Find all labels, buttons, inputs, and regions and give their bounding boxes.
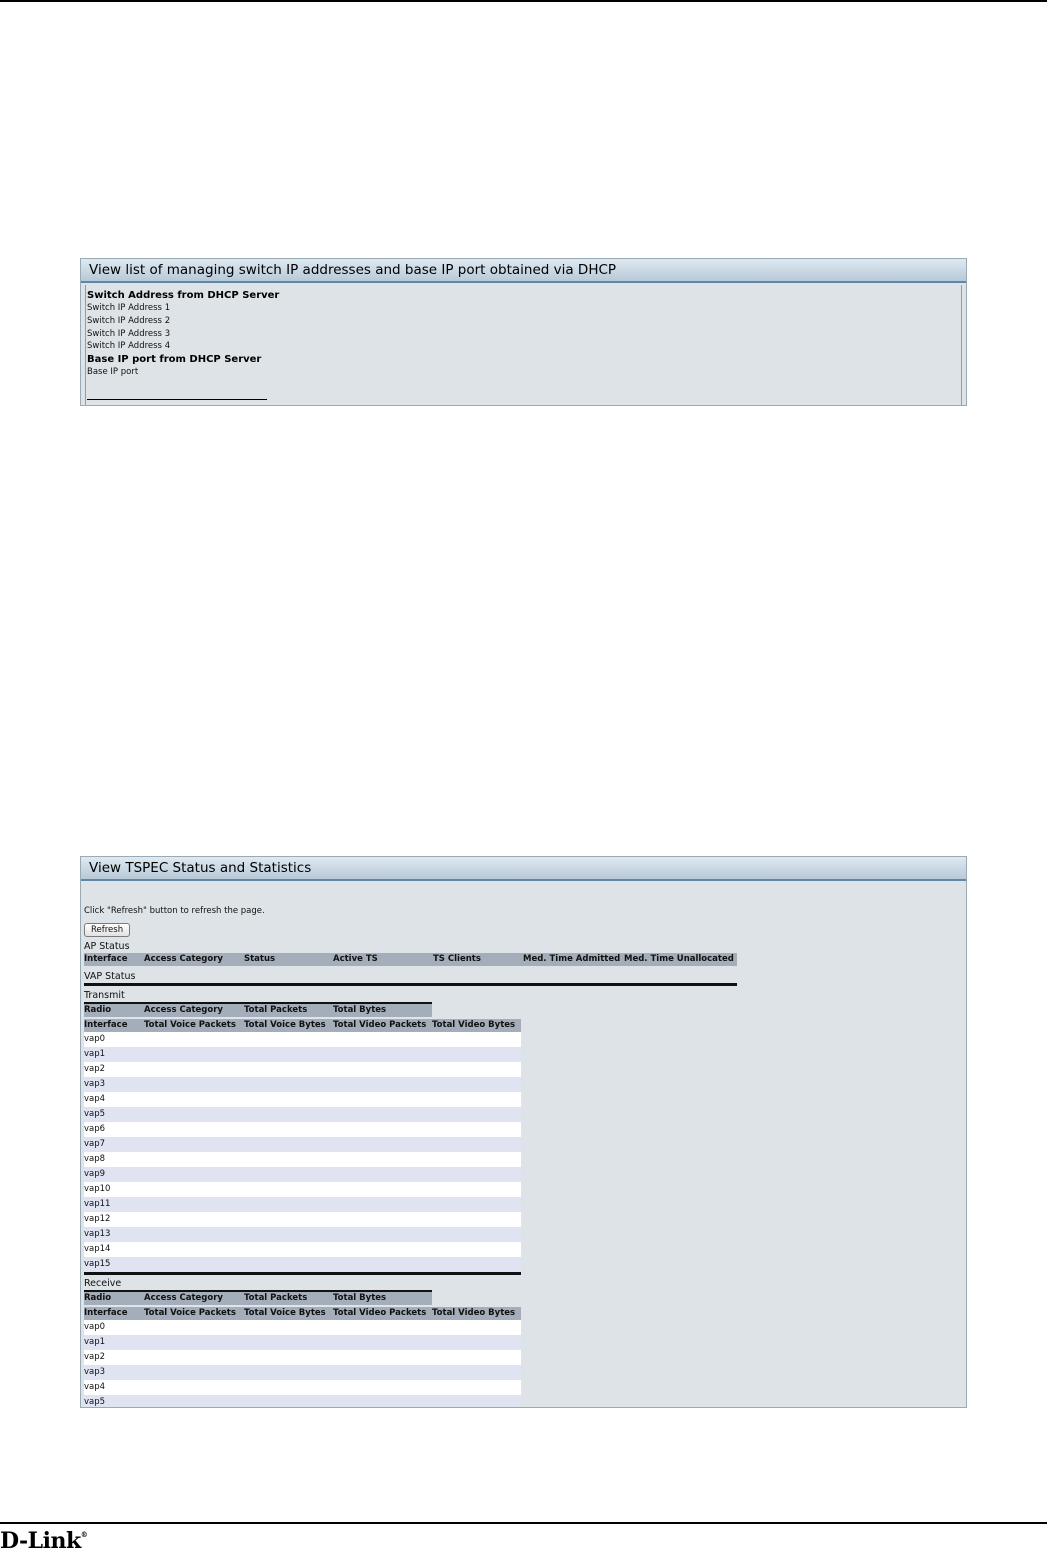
- switch-ip-address-1-label: Switch IP Address 1: [87, 303, 171, 313]
- header-interface: Interface: [84, 1020, 128, 1030]
- table-row: vap10: [84, 1182, 521, 1197]
- header-med-time-unallocated: Med. Time Unallocated: [624, 954, 734, 964]
- table-row: vap13: [84, 1227, 521, 1242]
- transmit-interface-header: [84, 1019, 521, 1032]
- logo-text: D-Link: [0, 1528, 81, 1554]
- table-row: vap9: [84, 1167, 521, 1182]
- top-rule: [0, 0, 1047, 2]
- header-status: Status: [244, 954, 276, 964]
- header-interface: Interface: [84, 954, 128, 964]
- table-row: vap1: [84, 1335, 521, 1350]
- header-total-video-bytes: Total Video Bytes: [432, 1020, 516, 1030]
- header-radio: Radio: [84, 1005, 112, 1015]
- panel-title: View list of managing switch IP addresses and base IP port obtained via DHCP: [81, 259, 966, 283]
- header-total-voice-packets: Total Voice Packets: [144, 1020, 236, 1030]
- header-total-packets: Total Packets: [244, 1005, 308, 1015]
- header-total-bytes: Total Bytes: [333, 1005, 387, 1015]
- table-row: vap11: [84, 1197, 521, 1212]
- trademark-mark: ®: [80, 1530, 88, 1539]
- table-row: vap2: [84, 1350, 521, 1365]
- refresh-button[interactable]: Refresh: [84, 923, 130, 937]
- table-row: vap14: [84, 1242, 521, 1257]
- transmit-table-body: [84, 1032, 521, 1272]
- table-row: vap0: [84, 1320, 521, 1335]
- table-row: vap3: [84, 1077, 521, 1092]
- header-total-voice-bytes: Total Voice Bytes: [244, 1308, 326, 1318]
- section-divider: [87, 399, 267, 400]
- panel-body: [85, 285, 962, 405]
- transmit-label: Transmit: [84, 990, 432, 1004]
- header-ts-clients: TS Clients: [433, 954, 481, 964]
- header-total-bytes: Total Bytes: [333, 1293, 387, 1303]
- header-total-video-packets: Total Video Packets: [333, 1020, 427, 1030]
- dlink-logo: [0, 1528, 87, 1554]
- receive-table-body: [84, 1320, 521, 1408]
- table-row: vap12: [84, 1212, 521, 1227]
- base-ip-port-label: Base IP port: [87, 367, 139, 378]
- table-row: vap6: [84, 1122, 521, 1137]
- header-total-voice-bytes: Total Voice Bytes: [244, 1020, 326, 1030]
- header-med-time-admitted: Med. Time Admitted: [523, 954, 621, 964]
- switch-ip-address-2-label: Switch IP Address 2: [87, 315, 171, 326]
- table-row: vap4: [84, 1092, 521, 1107]
- vap-status-rule: [84, 983, 737, 986]
- receive-label: Receive: [84, 1278, 432, 1292]
- table-row: vap4: [84, 1380, 521, 1395]
- table-row: vap7: [84, 1137, 521, 1152]
- header-access-category: Access Category: [144, 954, 223, 964]
- table-row: vap3: [84, 1365, 521, 1380]
- vap-status-label: VAP Status: [84, 971, 136, 982]
- header-interface: Interface: [84, 1308, 128, 1318]
- ap-status-header: [84, 953, 737, 966]
- switch-ip-address-4-label: Switch IP Address 4: [87, 341, 171, 352]
- header-active-ts: Active TS: [333, 954, 378, 964]
- panel-body: [81, 883, 966, 1407]
- header-access-category: Access Category: [144, 1005, 223, 1015]
- switch-ip-address-3-label: Switch IP Address 3: [87, 328, 171, 339]
- header-radio: Radio: [84, 1293, 112, 1303]
- header-total-packets: Total Packets: [244, 1293, 308, 1303]
- transmit-end-rule: [84, 1272, 521, 1275]
- panel-title: View TSPEC Status and Statistics: [81, 857, 966, 881]
- dhcp-switch-address-panel: [80, 258, 967, 406]
- footer-rule: [0, 1522, 1047, 1524]
- tspec-status-panel: [80, 856, 967, 1408]
- header-total-video-packets: Total Video Packets: [333, 1308, 427, 1318]
- switch-address-heading: Switch Address from DHCP Server: [87, 290, 280, 301]
- receive-radio-header: [84, 1292, 432, 1305]
- table-row: vap5: [84, 1395, 521, 1408]
- transmit-radio-header: [84, 1004, 432, 1017]
- table-row: vap5: [84, 1107, 521, 1122]
- header-total-voice-packets: Total Voice Packets: [144, 1308, 236, 1318]
- receive-interface-header: [84, 1307, 521, 1320]
- table-row: vap1: [84, 1047, 521, 1062]
- table-row: vap2: [84, 1062, 521, 1077]
- table-row: vap8: [84, 1152, 521, 1167]
- table-row: vap15: [84, 1257, 521, 1272]
- ap-status-label: AP Status: [84, 941, 130, 952]
- base-ip-port-heading: Base IP port from DHCP Server: [87, 354, 262, 366]
- header-access-category: Access Category: [144, 1293, 223, 1303]
- header-total-video-bytes: Total Video Bytes: [432, 1308, 516, 1318]
- table-row: vap0: [84, 1032, 521, 1047]
- refresh-hint: Click "Refresh" button to refresh the page.: [84, 906, 265, 916]
